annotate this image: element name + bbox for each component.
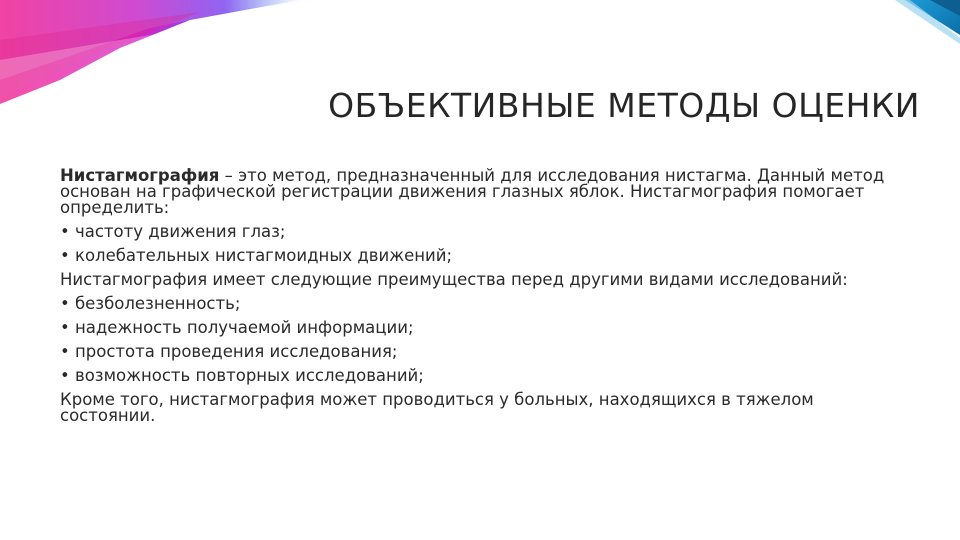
bullet-item: • надежность получаемой информации; xyxy=(60,318,414,337)
bullet-item: • безболезненность; xyxy=(60,294,241,313)
bullet-item: • возможность повторных исследований; xyxy=(60,366,424,385)
intro-paragraph xyxy=(60,168,910,216)
slide-title: ОБЪЕКТИВНЫЕ МЕТОДЫ ОЦЕНКИ xyxy=(328,86,920,125)
intro-text: – это метод, предназначенный для исследования нистагма. Данный метод основан на графической регистрации движения глазных яблок. Нистагмография помогает определить: xyxy=(60,166,885,217)
closing-paragraph: Кроме того, нистагмография может проводиться у больных, находящихся в тяжелом состоянии. xyxy=(60,390,814,425)
slide-body xyxy=(60,168,910,432)
bullet-item: • простота проведения исследования; xyxy=(60,342,398,361)
intro-term: Нистагмография xyxy=(60,166,220,185)
advantages-intro: Нистагмография имеет следующие преимущества перед другими видами исследований: xyxy=(60,270,848,289)
bullet-item: • частоту движения глаз; xyxy=(60,222,286,241)
bullet-item: • колебательных нистагмоидных движений; xyxy=(60,246,453,265)
